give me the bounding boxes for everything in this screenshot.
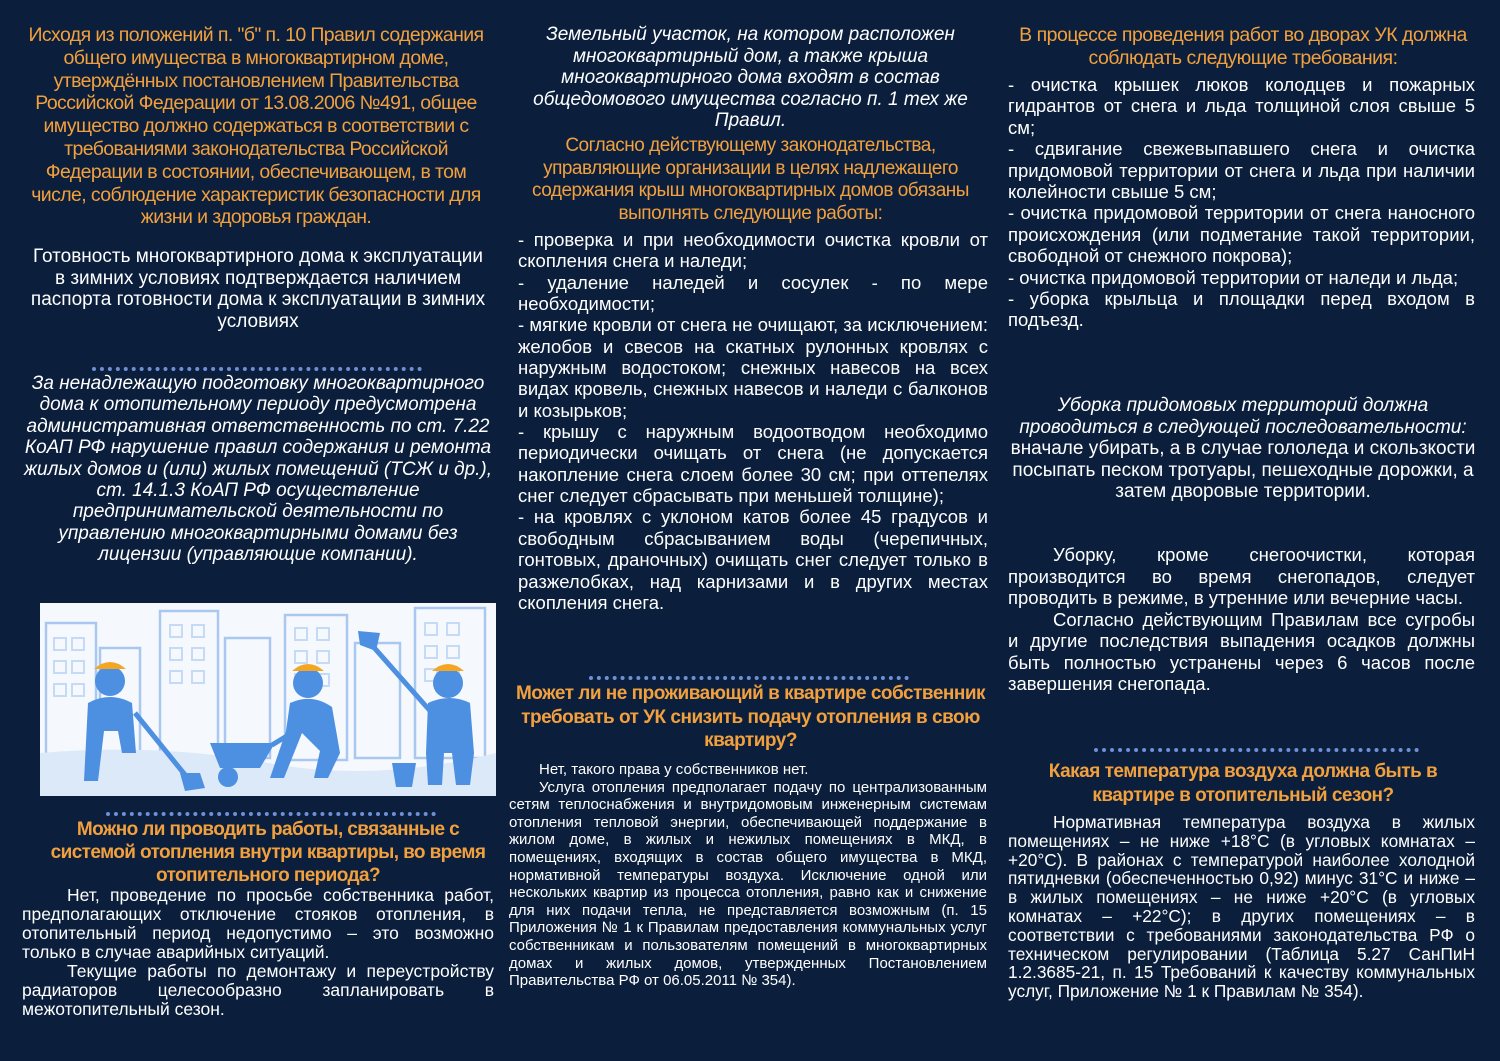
question-heating-reduction: Может ли не проживающий в квартире собственник требовать от УК снизить подачу отопления в свою квартиру?	[515, 683, 986, 752]
answer-paragraph: Нет, такого права у собственников нет.	[539, 761, 809, 778]
answer-paragraph: Уборку, кроме снегоочистки, которая производится во время снегопадов, следует проводить в режиме, в утренние или вечерние часы.	[1008, 544, 1475, 608]
cleaning-order-lead: Уборка придомовых территорий должна проводиться в следующей последовательности:	[1019, 395, 1467, 438]
yard-requirements-list	[1008, 74, 1475, 331]
readiness-paragraph: Готовность многоквартирного дома к эксплуатации в зимних условиях подтверждается наличием паспорта готовности дома к эксплуатации в зимних условиях	[30, 246, 486, 332]
list-item: - проверка и при необходимости очистка кровли от скопления снега и наледи;	[518, 229, 988, 272]
list-item: - сдвигание свежевыпавшего снега и очистка придомовой территории от снега и льда при наличии колейности свыше 5 см;	[1008, 138, 1475, 203]
dotted-divider	[589, 676, 909, 680]
cleaning-order-paragraph	[1008, 395, 1478, 503]
liability-paragraph: За ненадлежащую подготовку многоквартирного дома к отопительному периоду предусмотрена административная ответственность по ст. 7.22 КоАП РФ нарушение правил содержания и ремонта жилых домов и (или) жилых помещений (ТСЖ и др.), ст. 14.1.3 КоАП РФ осуществление предпринимательской деятельности по управлению многоквартирными домами без лицензии (управляющие компании).	[23, 373, 493, 566]
list-item: - очистка придомовой территории от наледи и льда;	[1008, 266, 1459, 288]
land-paragraph: Земельный участок, на котором расположен многоквартирный дом, а также крыша многоквартирного дома входят в состав общедомового имущества согласно п. 1 тех же Правил.	[533, 24, 968, 132]
answer-paragraph: Согласно действующим Правилам все сугробы и другие последствия выпадения осадков должны быть полностью устранены через 6 часов после завершения снегопада.	[1008, 608, 1475, 694]
roof-works-list	[518, 229, 988, 613]
answer-paragraph: Текущие работы по демонтажу и переустройству радиаторов целесообразно запланировать в межотопительный сезон.	[22, 961, 494, 1019]
answer-heating-works	[22, 886, 494, 1019]
dotted-divider	[106, 812, 436, 816]
workers-illustration	[40, 603, 496, 796]
list-item: - на кровлях с уклоном катов более 45 градусов и свободным сбрасыванием воды (черепичных, гонтовых, драночных) очищать снег следует только в разжелобках, над карнизами и в других местах скопления снега.	[518, 506, 988, 613]
law-paragraph: Согласно действующему законодательства, управляющие организации в целях надлежащего содержания крыш многоквартирных домов обязаны выполнять следующие работы:	[532, 135, 969, 225]
list-item: - уборка крыльца и площадки перед входом в подъезд.	[1008, 288, 1475, 331]
yard-requirements-heading: В процессе проведения работ во дворах УК должна соблюдать следующие требования:	[1019, 24, 1467, 69]
list-item: - очистка придомовой территории от снега наносного происхождения (или подметание такой территории, свободной от снежного покрова);	[1008, 202, 1475, 267]
list-item: - очистка крышек люков колодцев и пожарных гидрантов от снега и льда толщиной слоя свыше 5 см;	[1008, 74, 1475, 138]
intro-paragraph: Исходя из положений п. "б" п. 10 Правил содержания общего имущества в многоквартирном доме, утверждённых постановлением Правительства Российской Федерации от 13.08.2006 №491, общее имущество должно содержаться в соответствии с требованиями законодательства Российской Федерации в состоянии, обеспечивающем, в том числе, соблюдение характеристик безопасности для жизни и здоровья граждан.	[28, 24, 484, 229]
answer-heating-reduction	[509, 761, 987, 990]
list-item: - крышу с наружным водоотводом необходимо периодически очищать от снега (не допускается накопление снега слоем более 30 см; при оттепелях снег следует сбрасывать при меньшей толщине);	[518, 421, 988, 507]
list-item: - удаление наледей и сосулек - по мере необходимости;	[518, 271, 988, 315]
question-heating-works: Можно ли проводить работы, связанные с системой отопления внутри квартиры, во время отопительного периода?	[50, 819, 486, 886]
workers-clearing-snow-icon	[40, 603, 496, 796]
answer-temperature: Нормативная температура воздуха в жилых помещениях – не ниже +18°С (в угловых комнатах – +20°С). В районах с температурой наиболее холодной пятидневки (обеспеченностью 0,92) минус 31°С и ниже – в жилых помещениях – не ниже +20°С (в угловых комнатах – +22°С); в других помещениях – в соответствии с требованиями законодательства РФ о техническом регулировании (Таблица 5.27 СанПиН 1.2.3685-21, п. 15 Требований к качеству коммунальных услуг, Приложение № 1 к Правилам № 354).	[1008, 812, 1475, 1002]
answer-paragraph: Услуга отопления предполагает подачу по централизованным сетям теплоснабжения и внутридомовым инженерным системам отопления тепловой энергии, обеспечивающей поддержание в жилом доме, в жилых и нежилых помещениях в МКД, в помещениях, входящих в состав общего имущества в МКД, нормативной температуры воздуха. Исключение одной или нескольких квартир из процесса отопления, равно как и снижение для них подачи тепла, не представляется возможным (п. 15 Приложения № 1 к Правилам предоставления коммунальных услуг собственникам и пользователям помещений в многоквартирных домах и жилых домов, утвержденных Постановлением Правительства РФ от 06.05.2011 № 354).	[509, 778, 987, 990]
question-temperature: Какая температура воздуха должна быть в квартире в отопительный сезон?	[1048, 761, 1438, 806]
answer-paragraph: Нет, проведение по просьбе собственника работ, предполагающих отключение стояков отопления, в отопительный период недопустимо – это возможно только в случае аварийных ситуаций.	[22, 885, 494, 962]
dotted-divider	[1094, 748, 1419, 752]
cleaning-order-text: вначале убирать, а в случае гололеда и скользкости посыпать песком тротуары, пешеходные дорожки, а затем дворовые территории.	[1010, 438, 1476, 503]
dotted-divider	[92, 367, 422, 371]
list-item: - мягкие кровли от снега не очищают, за исключением: желобов и свесов на скатных рулонных кровлях с наружным водостоком; снежных навесов на всех видах кровель, снежных навесов и наледи с балконов и козырьков;	[518, 314, 988, 421]
cleaning-schedule	[1008, 544, 1475, 695]
